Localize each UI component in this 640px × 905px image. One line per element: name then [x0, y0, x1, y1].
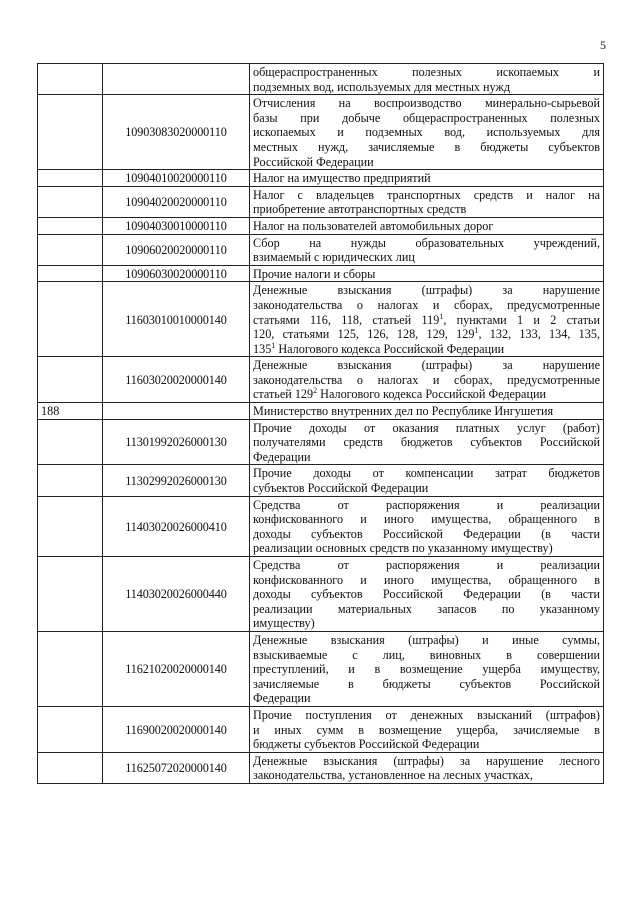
admin-code-cell: [38, 265, 103, 282]
table-row: [38, 465, 604, 496]
revenue-name-line: Федерации: [253, 449, 311, 464]
admin-code-cell: [38, 557, 103, 632]
admin-code-cell: 188: [38, 403, 103, 420]
revenue-name-line: имуществу): [253, 616, 315, 631]
revenue-name-line: законодательства о налогах и сборах, предусмотренные: [253, 372, 600, 387]
admin-code-cell: [38, 465, 103, 496]
revenue-name-cell: [250, 631, 604, 706]
revenue-name-cell: [250, 64, 604, 95]
revenue-name-cell: [250, 752, 604, 783]
admin-code-cell: [38, 631, 103, 706]
revenue-name-line: общераспространенных полезных ископаемых и: [253, 65, 600, 79]
revenue-name-cell: [250, 706, 604, 752]
table-row: [38, 631, 604, 706]
revenue-name-line: зачисляемые в бюджеты субъектов Российской: [253, 676, 600, 691]
revenue-name-line: конфискованного и иного имущества, обращенного в: [253, 512, 600, 527]
table-row: [38, 186, 604, 217]
revenue-name-line: приобретение автотранспортных средств: [253, 202, 467, 217]
revenue-name-line: Налог с владельцев транспортных средств и налог на: [253, 187, 600, 202]
revenue-name-cell: [250, 403, 604, 420]
budget-code-cell: 10904020020000110: [103, 186, 250, 217]
revenue-name-cell: [250, 557, 604, 632]
budget-code-cell: 10903083020000110: [103, 95, 250, 170]
revenue-name-line: Средства от распоряжения и реализации: [253, 558, 600, 572]
revenue-name-cell: [250, 186, 604, 217]
revenue-name-line: ископаемых и подземных вод, используемых для: [253, 125, 600, 140]
revenue-name-line: Прочие доходы от компенсации затрат бюджетов: [253, 466, 600, 481]
revenue-name-line: доходы субъектов Российской Федерации (в части: [253, 526, 600, 541]
revenue-name-line: и иных сумм в возмещение ущерба, зачисляемые в: [253, 722, 600, 737]
revenue-name-line: взыскиваемые с лиц, виновных в совершении: [253, 647, 600, 662]
revenue-name-line: Сбор на нужды образовательных учреждений,: [253, 235, 600, 250]
budget-code-cell: 11603010010000140: [103, 282, 250, 357]
revenue-name-cell: [250, 496, 604, 556]
revenue-name-line: Налог на имущество предприятий: [253, 171, 431, 186]
table-row: [38, 752, 604, 783]
revenue-name-line: законодательства, установленное на лесных участках,: [253, 768, 533, 783]
revenue-name-cell: [250, 265, 604, 282]
revenue-name-cell: [250, 419, 604, 465]
revenue-name-line: Министерство внутренних дел по Республике Ингушетия: [253, 404, 554, 419]
table-row: [38, 95, 604, 170]
budget-code-cell: [103, 64, 250, 95]
revenue-name-line: Налог на пользователей автомобильных дорог: [253, 218, 494, 233]
admin-code-cell: [38, 357, 103, 403]
budget-code-cell: 11603020020000140: [103, 357, 250, 403]
table-row: [38, 234, 604, 265]
budget-code-cell: 11302992026000130: [103, 465, 250, 496]
budget-code-cell: 11301992026000130: [103, 419, 250, 465]
revenue-name-line: базы при добыче общераспространенных полезных: [253, 110, 600, 125]
revenue-name-line: Прочие поступления от денежных взысканий (штрафов): [253, 707, 600, 722]
revenue-name-line: Прочие налоги и сборы: [253, 266, 376, 281]
table-row: [38, 557, 604, 632]
admin-code-cell: [38, 170, 103, 187]
revenue-name-line: Денежные взыскания (штрафы) за нарушение: [253, 283, 600, 298]
table-row: [38, 403, 604, 420]
revenue-name-line: Российской Федерации: [253, 154, 374, 169]
budget-classification-table: [37, 63, 604, 784]
admin-code-cell: [38, 419, 103, 465]
table-row: [38, 419, 604, 465]
revenue-name-line: реализации основных средств по указанному имуществу): [253, 541, 553, 556]
table-row: [38, 357, 604, 403]
revenue-name-line: доходы субъектов Российской Федерации (в части: [253, 587, 600, 602]
revenue-name-line: преступлений, и в возмещение ущерба имуществу,: [253, 662, 600, 677]
table-row: [38, 282, 604, 357]
budget-code-cell: 10904010020000110: [103, 170, 250, 187]
admin-code-cell: [38, 496, 103, 556]
revenue-name-line: Денежные взыскания (штрафы) и иные суммы,: [253, 632, 600, 647]
budget-code-cell: [103, 403, 250, 420]
revenue-name-line: Денежные взыскания (штрафы) за нарушение лесного: [253, 753, 600, 768]
revenue-name-line: статьей $129^2$ Налогового кодекса Российской Федерации: [253, 386, 547, 402]
revenue-name-line: 120, статьями 125, 126, 128, 129, $129^1$, 132, 133, 134, 135,: [253, 326, 601, 342]
table-row: [38, 265, 604, 282]
revenue-name-cell: [250, 234, 604, 265]
revenue-name-cell: [250, 217, 604, 234]
budget-code-cell: 11625072020000140: [103, 752, 250, 783]
revenue-name-line: взимаемый с юридических лиц: [253, 250, 415, 265]
budget-code-cell: 11690020020000140: [103, 706, 250, 752]
revenue-name-line: законодательства о налогах и сборах, предусмотренные: [253, 297, 600, 312]
budget-code-cell: 11621020020000140: [103, 631, 250, 706]
admin-code-cell: [38, 282, 103, 357]
budget-code-cell: 11403020026000440: [103, 557, 250, 632]
admin-code-cell: [38, 186, 103, 217]
revenue-name-line: $135^1$ Налогового кодекса Российской Федерации: [253, 340, 505, 356]
admin-code-cell: [38, 95, 103, 170]
table-body: [38, 64, 604, 784]
admin-code-cell: [38, 706, 103, 752]
table-row: [38, 170, 604, 187]
revenue-name-line: Федерации: [253, 691, 311, 706]
table-row: [38, 706, 604, 752]
revenue-name-cell: [250, 95, 604, 170]
admin-code-cell: [38, 64, 103, 95]
revenue-name-cell: [250, 170, 604, 187]
revenue-name-line: Прочие доходы от оказания платных услуг (работ): [253, 420, 600, 435]
budget-code-cell: 10904030010000110: [103, 217, 250, 234]
admin-code-cell: [38, 752, 103, 783]
budget-code-cell: 10906020020000110: [103, 234, 250, 265]
revenue-name-cell: [250, 282, 604, 357]
revenue-name-line: подземных вод, используемых для местных нужд: [253, 79, 511, 94]
table-row: [38, 64, 604, 95]
revenue-name-cell: [250, 357, 604, 403]
revenue-name-line: статьями 116, 118, статьей $119^1$, пунктами 1 и 2 статьи: [253, 311, 600, 327]
budget-code-cell: 10906030020000110: [103, 265, 250, 282]
revenue-name-line: бюджеты субъектов Российской Федерации: [253, 737, 480, 752]
revenue-name-line: местных нужд, зачисляемые в бюджеты субъектов: [253, 139, 600, 154]
table-row: [38, 217, 604, 234]
revenue-name-line: субъектов Российской Федерации: [253, 481, 429, 496]
budget-code-cell: 11403020026000410: [103, 496, 250, 556]
page-number: 5: [600, 38, 606, 52]
revenue-name-line: конфискованного и иного имущества, обращенного в: [253, 572, 600, 587]
revenue-name-line: реализации материальных запасов по указанному: [253, 601, 600, 616]
revenue-name-line: Отчисления на воспроизводство минерально-сырьевой: [253, 96, 600, 111]
revenue-name-line: получателями средств бюджетов субъектов Российской: [253, 435, 600, 450]
admin-code-cell: [38, 217, 103, 234]
table-row: [38, 496, 604, 556]
revenue-name-line: Средства от распоряжения и реализации: [253, 497, 600, 512]
revenue-name-cell: [250, 465, 604, 496]
admin-code-cell: [38, 234, 103, 265]
revenue-name-line: Денежные взыскания (штрафы) за нарушение: [253, 358, 600, 373]
